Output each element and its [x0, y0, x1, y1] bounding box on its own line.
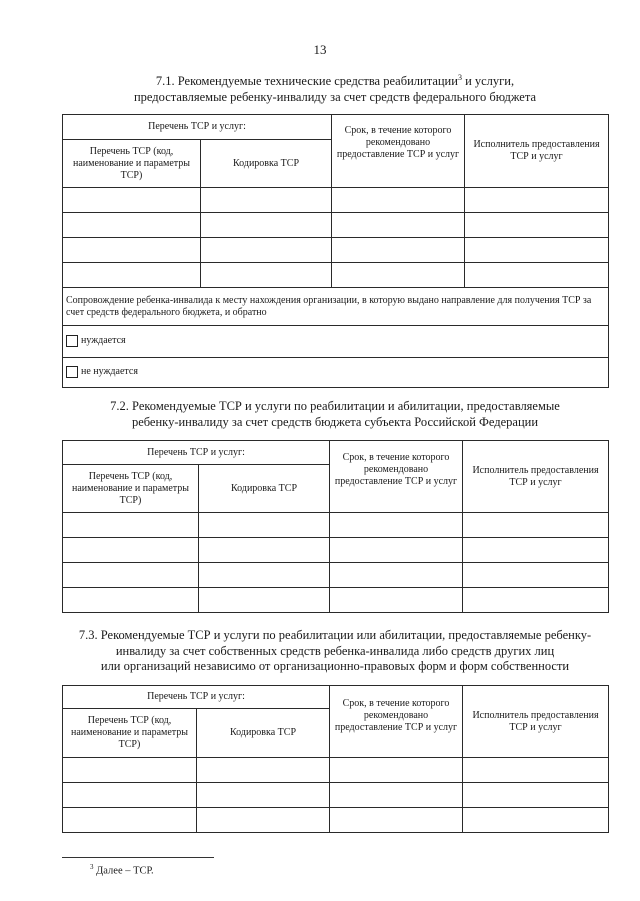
checkbox-not-needed[interactable] — [66, 366, 78, 378]
table-row — [63, 213, 609, 238]
column-list-header: Перечень ТСР (код, наименование и параметры ТСР) — [63, 709, 197, 758]
footnote-divider — [62, 857, 214, 858]
section-7-1-heading-line2: предоставляемые ребенку-инвалиду за счет средств федерального бюджета — [133, 89, 537, 104]
input-cell[interactable] — [201, 263, 332, 288]
table-row — [63, 563, 609, 588]
input-cell[interactable] — [330, 808, 463, 833]
input-cell[interactable] — [63, 783, 197, 808]
option-needed-label: нуждается — [81, 335, 126, 347]
input-cell[interactable] — [463, 758, 609, 783]
column-executor-header: Исполнитель предоставления ТСР и услуг — [463, 686, 609, 758]
input-cell[interactable] — [201, 213, 332, 238]
footnote-reference: 3 — [457, 73, 462, 82]
input-cell[interactable] — [465, 188, 609, 213]
input-cell[interactable] — [330, 588, 463, 613]
option-not-needed — [63, 358, 609, 388]
input-cell[interactable] — [63, 808, 197, 833]
input-cell[interactable] — [199, 538, 330, 563]
section-7-2-table — [62, 440, 609, 613]
input-cell[interactable] — [463, 588, 609, 613]
table-group-header: Перечень ТСР и услуг: — [63, 686, 330, 709]
input-cell[interactable] — [332, 188, 465, 213]
input-cell[interactable] — [197, 783, 330, 808]
input-cell[interactable] — [63, 188, 201, 213]
section-7-1-heading — [60, 70, 610, 105]
input-cell[interactable] — [63, 588, 199, 613]
input-cell[interactable] — [199, 588, 330, 613]
input-cell[interactable] — [63, 563, 199, 588]
input-cell[interactable] — [330, 538, 463, 563]
column-list-header: Перечень ТСР (код, наименование и параметры ТСР) — [63, 465, 199, 513]
input-cell[interactable] — [463, 808, 609, 833]
table-row — [63, 808, 609, 833]
input-cell[interactable] — [199, 513, 330, 538]
section-7-3-heading — [55, 628, 615, 675]
input-cell[interactable] — [330, 758, 463, 783]
option-needed — [63, 326, 609, 358]
input-cell[interactable] — [332, 238, 465, 263]
section-7-3-heading-line3: или организаций независимо от организационно-правовых форм и форм собственности — [100, 659, 570, 673]
footnote-text: Далее – ТСР. — [93, 865, 154, 877]
input-cell[interactable] — [201, 188, 332, 213]
table-row — [63, 588, 609, 613]
table-row — [63, 513, 609, 538]
page-number: 13 — [313, 42, 327, 57]
column-code-header: Кодировка ТСР — [199, 465, 330, 513]
input-cell[interactable] — [201, 238, 332, 263]
section-7-1-heading-line1: 7.1. Рекомендуемые технические средства реабилитации$^3$ и услуги, — [155, 73, 515, 89]
input-cell[interactable] — [463, 563, 609, 588]
input-cell[interactable] — [330, 783, 463, 808]
input-cell[interactable] — [465, 238, 609, 263]
column-code-header: Кодировка ТСР — [201, 140, 332, 188]
input-cell[interactable] — [463, 513, 609, 538]
table-row — [63, 188, 609, 213]
column-code-header: Кодировка ТСР — [197, 709, 330, 758]
input-cell[interactable] — [332, 263, 465, 288]
section-7-3-table — [62, 685, 609, 833]
table-group-header: Перечень ТСР и услуг: — [63, 115, 332, 140]
column-term-header: Срок, в течение которого рекомендовано предоставление ТСР и услуг — [330, 686, 463, 758]
input-cell[interactable] — [197, 808, 330, 833]
table-row — [63, 783, 609, 808]
input-cell[interactable] — [463, 538, 609, 563]
column-executor-header: Исполнитель предоставления ТСР и услуг — [463, 441, 609, 513]
input-cell[interactable] — [330, 513, 463, 538]
table-row — [63, 238, 609, 263]
footnote-marker: 3 — [90, 863, 94, 871]
input-cell[interactable] — [197, 758, 330, 783]
escort-text: Сопровождение ребенка-инвалида к месту нахождения организации, в которую выдано направление для получения ТСР за счет средств федерального бюджета, и обратно — [63, 288, 609, 326]
input-cell[interactable] — [63, 263, 201, 288]
column-term-header: Срок, в течение которого рекомендовано предоставление ТСР и услуг — [330, 441, 463, 513]
input-cell[interactable] — [330, 563, 463, 588]
input-cell[interactable] — [332, 213, 465, 238]
column-executor-header: Исполнитель предоставления ТСР и услуг — [465, 115, 609, 188]
input-cell[interactable] — [63, 213, 201, 238]
input-cell[interactable] — [63, 513, 199, 538]
column-term-header: Срок, в течение которого рекомендовано предоставление ТСР и услуг — [332, 115, 465, 188]
checkbox-needed[interactable] — [66, 335, 78, 347]
option-not-needed-label: не нуждается — [81, 366, 138, 378]
section-7-3-heading-line2: инвалиду за счет собственных средств ребенка-инвалида либо средств других лиц — [115, 643, 555, 658]
table-row — [63, 538, 609, 563]
table-row — [63, 263, 609, 288]
table-group-header: Перечень ТСР и услуг: — [63, 441, 330, 465]
footnote — [90, 863, 154, 877]
input-cell[interactable] — [465, 213, 609, 238]
section-7-3-heading-line1: 7.3. Рекомендуемые ТСР и услуги по реабилитации или абилитации, предоставляемые ребенку- — [78, 628, 592, 642]
input-cell[interactable] — [465, 263, 609, 288]
section-7-1-table — [62, 114, 609, 388]
input-cell[interactable] — [199, 563, 330, 588]
input-cell[interactable] — [63, 538, 199, 563]
section-7-2-heading-line2: ребенку-инвалиду за счет средств бюджета субъекта Российской Федерации — [131, 414, 539, 429]
section-7-2-heading-line1: 7.2. Рекомендуемые ТСР и услуги по реабилитации и абилитации, предоставляемые — [110, 399, 560, 413]
table-row — [63, 758, 609, 783]
input-cell[interactable] — [463, 783, 609, 808]
input-cell[interactable] — [63, 758, 197, 783]
input-cell[interactable] — [63, 238, 201, 263]
column-list-header: Перечень ТСР (код, наименование и параметры ТСР) — [63, 140, 201, 188]
section-7-2-heading — [60, 399, 610, 430]
